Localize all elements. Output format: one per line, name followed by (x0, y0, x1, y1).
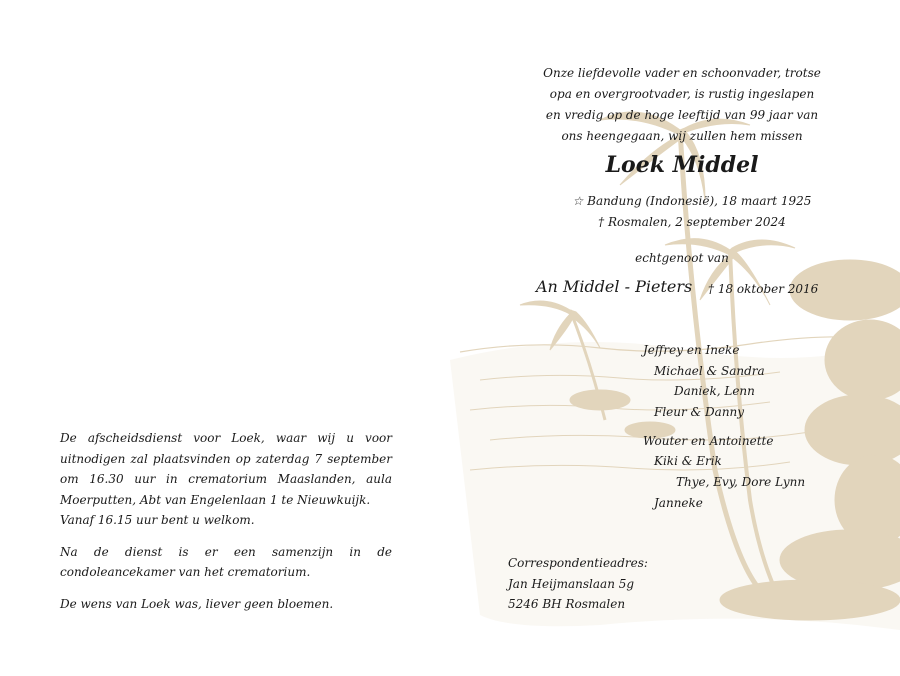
spouse-intro: echtgenoot van (635, 251, 729, 265)
birth-info: ☆ Bandung (Indonesië), 18 maart 1925 (572, 194, 812, 208)
family-member: Fleur & Danny (654, 405, 745, 419)
spouse-death-date: † 18 oktober 2016 (708, 282, 819, 296)
service-details: De afscheidsdienst voor Loek, waar wij u voor uitnodigen zal plaatsvinden op zaterdag 7 september om 16.30 uur in crematorium Maaslanden, aula Moerputten, Abt van Engelenlaan 1 te Nieuwkuijk. (60, 431, 392, 507)
correspondence-city: 5246 BH Rosmalen (508, 597, 626, 611)
announcement-intro (532, 63, 832, 147)
family-member: Kiki & Erik (654, 454, 722, 468)
spouse-name: An Middel - Pieters (536, 277, 693, 296)
intro-line: opa en overgrootvader, is rustig ingeslapen (549, 87, 815, 101)
welcome-time: Vanaf 16.15 uur bent u welkom. (60, 513, 255, 527)
gathering-info: Na de dienst is er een samenzijn in de condoleancekamer van het crematorium. (60, 544, 392, 579)
service-paragraph-1 (60, 428, 392, 531)
correspondence-street: Jan Heijmanslaan 5g (508, 576, 635, 591)
family-member: Thye, Evy, Dore Lynn (676, 475, 806, 489)
intro-line: Onze liefdevolle vader en schoonvader, trotse (543, 66, 821, 80)
correspondence-label: Correspondentieadres: (508, 556, 648, 570)
family-member: Jeffrey en Ineke (643, 343, 740, 357)
family-member: Daniek, Lenn (674, 384, 755, 398)
death-info: † Rosmalen, 2 september 2024 (598, 215, 786, 229)
intro-line: ons heengegaan, wij zullen hem missen (561, 129, 803, 143)
flowers-wish: De wens van Loek was, liever geen bloemen. (60, 596, 334, 611)
right-page (450, 0, 900, 676)
service-info (60, 428, 392, 625)
family-member: Wouter en Antoinette (643, 434, 774, 448)
deceased-name: Loek Middel (605, 152, 759, 178)
correspondence-address (508, 553, 648, 615)
family-member: Janneke (654, 496, 703, 510)
family-member: Michael & Sandra (654, 364, 765, 378)
intro-line: en vredig op de hoge leeftijd van 99 jaar van (545, 108, 819, 122)
